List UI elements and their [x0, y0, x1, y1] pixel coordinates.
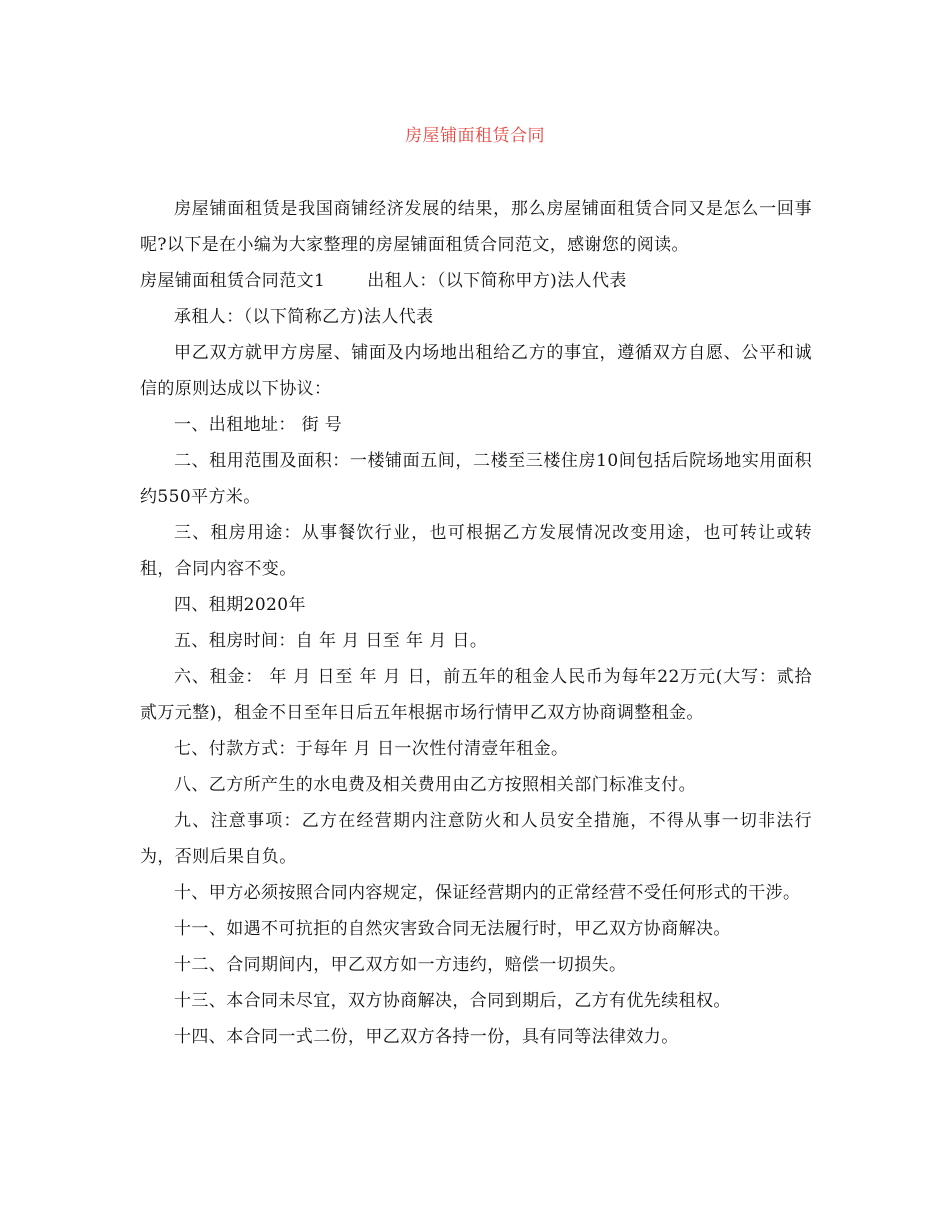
- lessee-line: 承租人：（以下简称乙方)法人代表: [174, 307, 434, 327]
- clause-9: 九、注意事项：乙方在经营期内注意防火和人员安全措施，不得从事一切非法行为，否则后果自负。: [140, 811, 812, 867]
- clause-6: 六、租金： 年 月 日至 年 月 日，前五年的租金人民币为每年22万元(大写：贰拾贰万元整)，租金不日至年日后五年根据市场行情甲乙双方协商调整租金。: [140, 667, 812, 723]
- intro-paragraph: 房屋铺面租赁是我国商铺经济发展的结果，那么房屋铺面租赁合同又是怎么一回事呢?以下是在小编为大家整理的房屋铺面租赁合同范文，感谢您的阅读。: [140, 199, 812, 255]
- clause-2: 二、租用范围及面积：一楼铺面五间，二楼至三楼住房10间包括后院场地实用面积约550平方米。: [140, 451, 812, 507]
- clause-4: 四、租期2020年: [174, 595, 306, 615]
- sample-heading: 房屋铺面租赁合同范文1: [140, 271, 326, 291]
- lessor-line: 出租人：（以下简称甲方)法人代表: [367, 271, 627, 291]
- clause-11: 十一、如遇不可抗拒的自然灾害致合同无法履行时，甲乙双方协商解决。: [174, 919, 731, 939]
- clause-5: 五、租房时间：自 年 月 日至 年 月 日。: [174, 631, 488, 651]
- clause-10: 十、甲方必须按照合同内容规定，保证经营期内的正常经营不受任何形式的干涉。: [174, 883, 801, 903]
- clause-8: 八、乙方所产生的水电费及相关费用由乙方按照相关部门标准支付。: [174, 775, 696, 795]
- clause-13: 十三、本合同未尽宜，双方协商解决，合同到期后，乙方有优先续租权。: [174, 991, 731, 1011]
- clause-14: 十四、本合同一式二份，甲乙双方各持一份，具有同等法律效力。: [174, 1027, 679, 1047]
- clause-12: 十二、合同期间内，甲乙双方如一方违约，赔偿一切损失。: [174, 955, 627, 975]
- sample-heading-line: [140, 263, 812, 299]
- document-title: 房屋铺面租赁合同: [405, 126, 545, 146]
- document-body: [140, 191, 812, 1055]
- clause-3: 三、租房用途：从事餐饮行业，也可根据乙方发展情况改变用途，也可转让或转租，合同内容不变。: [140, 523, 812, 579]
- preamble-paragraph: 甲乙双方就甲方房屋、铺面及内场地出租给乙方的事宜，遵循双方自愿、公平和诚信的原则达成以下协议：: [140, 343, 812, 399]
- clause-1: 一、出租地址： 街 号: [174, 415, 343, 435]
- clause-7: 七、付款方式：于每年 月 日一次性付清壹年租金。: [174, 739, 569, 759]
